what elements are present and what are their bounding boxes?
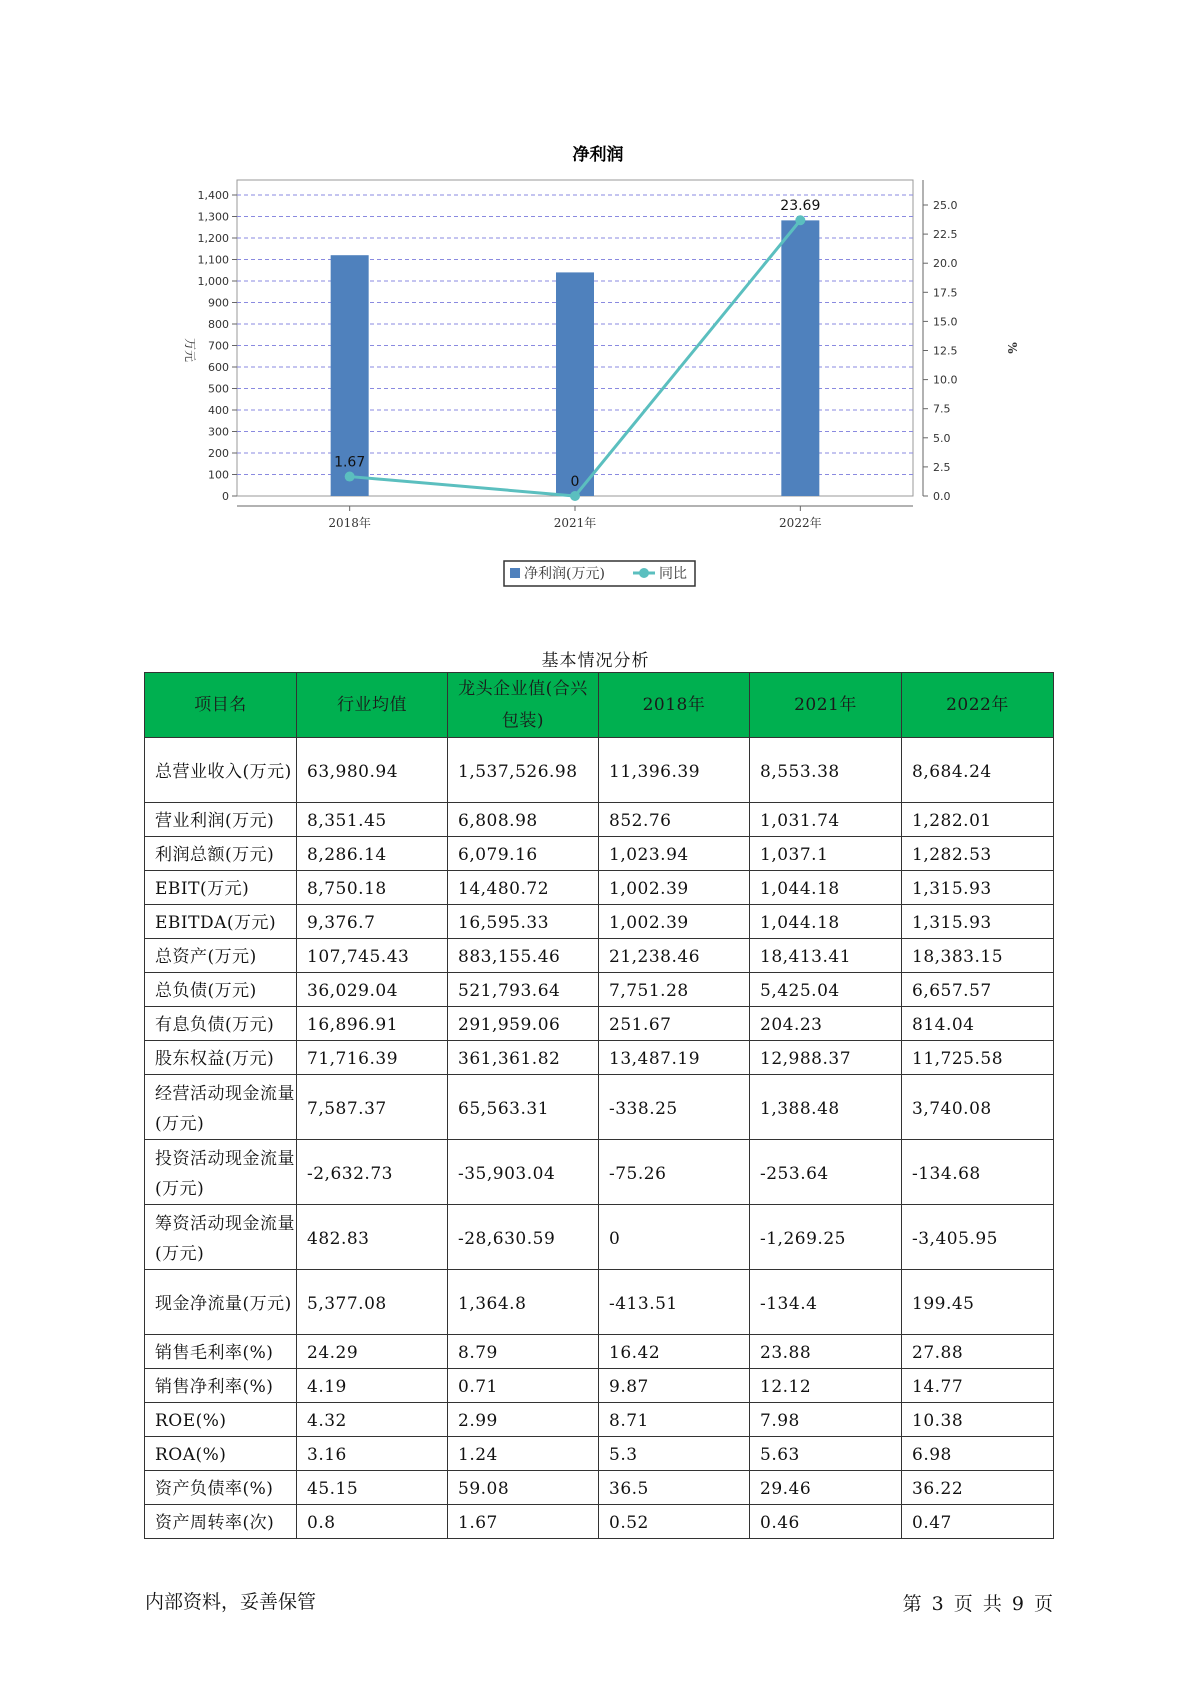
row-label-cell: 利润总额(万元) — [145, 837, 297, 871]
header-leader-value: 龙头企业值(合兴包装) — [448, 673, 599, 738]
value-cell: 12.12 — [750, 1369, 902, 1403]
value-cell: 482.83 — [297, 1205, 448, 1270]
value-cell: 8.79 — [448, 1335, 599, 1369]
value-cell: 1,315.93 — [902, 905, 1054, 939]
y2-tick-label: 10.0 — [933, 373, 958, 387]
y2-tick-label: 17.5 — [933, 286, 958, 300]
value-cell: 1,282.01 — [902, 803, 1054, 837]
yoy-data-label: 23.69 — [780, 198, 821, 215]
table-row — [145, 1140, 1054, 1205]
value-cell: 24.29 — [297, 1335, 448, 1369]
y-tick-label: 600 — [208, 361, 229, 374]
row-label-cell: 现金净流量(万元) — [145, 1270, 297, 1335]
table-row — [145, 905, 1054, 939]
value-cell: 36.5 — [599, 1471, 750, 1505]
bar-2021年 — [556, 272, 594, 496]
value-cell: 16,595.33 — [448, 905, 599, 939]
value-cell: 7,587.37 — [297, 1075, 448, 1140]
y-tick-label: 100 — [208, 468, 229, 482]
value-cell: 27.88 — [902, 1335, 1054, 1369]
y-tick-label: 200 — [208, 447, 229, 460]
value-cell: 16,896.91 — [297, 1007, 448, 1041]
legend-line-label: 同比 — [659, 566, 687, 582]
yoy-point — [345, 472, 355, 482]
value-cell: -134.68 — [902, 1140, 1054, 1205]
value-cell: 29.46 — [750, 1471, 902, 1505]
table-row — [145, 1505, 1054, 1539]
y-tick-label: 800 — [208, 318, 229, 331]
value-cell: 0 — [599, 1205, 750, 1270]
y2-tick-label: 22.5 — [933, 228, 958, 242]
y2-tick-label: 25.0 — [933, 199, 958, 212]
value-cell: 14,480.72 — [448, 871, 599, 905]
value-cell: 291,959.06 — [448, 1007, 599, 1041]
value-cell: 36.22 — [902, 1471, 1054, 1505]
value-cell: 0.8 — [297, 1505, 448, 1539]
value-cell: 12,988.37 — [750, 1041, 902, 1075]
value-cell: 521,793.64 — [448, 973, 599, 1007]
value-cell: 10.38 — [902, 1403, 1054, 1437]
y2-tick-label: 0.0 — [933, 490, 951, 503]
table-row — [145, 1335, 1054, 1369]
value-cell: 14.77 — [902, 1369, 1054, 1403]
value-cell: 1,537,526.98 — [448, 738, 599, 803]
table-row — [145, 1041, 1054, 1075]
table-row — [145, 1437, 1054, 1471]
header-2018: 2018年 — [599, 673, 750, 738]
value-cell: -28,630.59 — [448, 1205, 599, 1270]
y2-tick-label: 20.0 — [933, 257, 958, 271]
footer-page-number: 第 3 页 共 9 页 — [902, 1593, 1053, 1615]
y-tick-label: 700 — [208, 339, 229, 353]
value-cell: 8.71 — [599, 1403, 750, 1437]
value-cell: 21,238.46 — [599, 939, 750, 973]
y2-tick-label: 15.0 — [933, 315, 958, 329]
value-cell: 45.15 — [297, 1471, 448, 1505]
net-profit-chart — [0, 0, 1191, 600]
value-cell: 814.04 — [902, 1007, 1054, 1041]
table-row — [145, 1403, 1054, 1437]
y2-tick-label: 2.5 — [933, 460, 951, 474]
value-cell: 361,361.82 — [448, 1041, 599, 1075]
value-cell: 1,002.39 — [599, 905, 750, 939]
table-row — [145, 1007, 1054, 1041]
table-row — [145, 738, 1054, 803]
value-cell: -3,405.95 — [902, 1205, 1054, 1270]
value-cell: -1,269.25 — [750, 1205, 902, 1270]
value-cell: 1,031.74 — [750, 803, 902, 837]
x-tick-label: 2018年 — [328, 516, 371, 530]
table-row — [145, 939, 1054, 973]
value-cell: -134.4 — [750, 1270, 902, 1335]
value-cell: 8,684.24 — [902, 738, 1054, 803]
table-row — [145, 1369, 1054, 1403]
value-cell: 5,377.08 — [297, 1270, 448, 1335]
table-row — [145, 1205, 1054, 1270]
row-label-cell: 销售净利率(%) — [145, 1369, 297, 1403]
value-cell: 59.08 — [448, 1471, 599, 1505]
x-tick-label: 2021年 — [553, 516, 597, 530]
value-cell: 9.87 — [599, 1369, 750, 1403]
value-cell: 11,725.58 — [902, 1041, 1054, 1075]
yoy-point — [795, 215, 805, 225]
value-cell: 3.16 — [297, 1437, 448, 1471]
y-tick-label: 1,200 — [197, 232, 229, 245]
table-row — [145, 871, 1054, 905]
value-cell: 8,351.45 — [297, 803, 448, 837]
value-cell: 0.71 — [448, 1369, 599, 1403]
value-cell: 852.76 — [599, 803, 750, 837]
value-cell: 1,037.1 — [750, 837, 902, 871]
value-cell: 8,286.14 — [297, 837, 448, 871]
value-cell: 1,044.18 — [750, 905, 902, 939]
value-cell: 883,155.46 — [448, 939, 599, 973]
value-cell: -338.25 — [599, 1075, 750, 1140]
table-title: 基本情况分析 — [541, 651, 650, 671]
value-cell: 71,716.39 — [297, 1041, 448, 1075]
value-cell: 8,750.18 — [297, 871, 448, 905]
y-tick-label: 400 — [208, 404, 229, 417]
value-cell: 1,315.93 — [902, 871, 1054, 905]
value-cell: 1,388.48 — [750, 1075, 902, 1140]
value-cell: 0.46 — [750, 1505, 902, 1539]
table-row — [145, 837, 1054, 871]
value-cell: -75.26 — [599, 1140, 750, 1205]
basic-analysis-table — [144, 672, 1054, 1539]
y-tick-label: 900 — [208, 296, 229, 310]
y-tick-label: 1,300 — [197, 210, 229, 224]
header-2021: 2021年 — [750, 673, 902, 738]
value-cell: 65,563.31 — [448, 1075, 599, 1140]
row-label-cell: 经营活动现金流量(万元) — [145, 1075, 297, 1140]
table-row — [145, 803, 1054, 837]
value-cell: 6,657.57 — [902, 973, 1054, 1007]
value-cell: 1.24 — [448, 1437, 599, 1471]
value-cell: 0.47 — [902, 1505, 1054, 1539]
row-label-cell: EBITDA(万元) — [145, 905, 297, 939]
value-cell: 204.23 — [750, 1007, 902, 1041]
value-cell: 4.32 — [297, 1403, 448, 1437]
legend-bar-swatch — [510, 568, 520, 578]
value-cell: 5.63 — [750, 1437, 902, 1471]
value-cell: -2,632.73 — [297, 1140, 448, 1205]
legend-line-marker — [639, 568, 649, 578]
row-label-cell: EBIT(万元) — [145, 871, 297, 905]
row-label-cell: 营业利润(万元) — [145, 803, 297, 837]
value-cell: 2.99 — [448, 1403, 599, 1437]
header-industry-avg: 行业均值 — [297, 673, 448, 738]
y-tick-label: 500 — [208, 382, 229, 396]
y-tick-label: 1,100 — [197, 253, 229, 267]
value-cell: 0.52 — [599, 1505, 750, 1539]
row-label-cell: 资产周转率(次) — [145, 1505, 297, 1539]
value-cell: 63,980.94 — [297, 738, 448, 803]
row-label-cell: ROA(%) — [145, 1437, 297, 1471]
value-cell: -413.51 — [599, 1270, 750, 1335]
row-label-cell: 筹资活动现金流量(万元) — [145, 1205, 297, 1270]
value-cell: 3,740.08 — [902, 1075, 1054, 1140]
y2-axis-title: % — [1005, 342, 1019, 354]
row-label-cell: 销售毛利率(%) — [145, 1335, 297, 1369]
y-tick-label: 300 — [208, 425, 229, 439]
value-cell: 1,044.18 — [750, 871, 902, 905]
legend-bar-label: 净利润(万元) — [524, 566, 605, 582]
value-cell: 5.3 — [599, 1437, 750, 1471]
row-label-cell: 投资活动现金流量(万元) — [145, 1140, 297, 1205]
yoy-point — [570, 491, 580, 501]
table-row — [145, 1471, 1054, 1505]
value-cell: 6,808.98 — [448, 803, 599, 837]
y-tick-label: 1,000 — [197, 275, 229, 288]
value-cell: 6,079.16 — [448, 837, 599, 871]
value-cell: 13,487.19 — [599, 1041, 750, 1075]
value-cell: 1.67 — [448, 1505, 599, 1539]
value-cell: 7.98 — [750, 1403, 902, 1437]
bar-2022年 — [781, 220, 819, 496]
chart-title: 净利润 — [572, 145, 624, 165]
value-cell: 16.42 — [599, 1335, 750, 1369]
value-cell: 4.19 — [297, 1369, 448, 1403]
value-cell: 1,023.94 — [599, 837, 750, 871]
header-item-name: 项目名 — [145, 673, 297, 738]
y2-tick-label: 5.0 — [933, 431, 951, 445]
value-cell: 107,745.43 — [297, 939, 448, 973]
row-label-cell: 股东权益(万元) — [145, 1041, 297, 1075]
value-cell: 11,396.39 — [599, 738, 750, 803]
header-2022: 2022年 — [902, 673, 1054, 738]
row-label-cell: 总负债(万元) — [145, 973, 297, 1007]
footer-confidential-note: 内部资料，妥善保管 — [145, 1591, 317, 1613]
row-label-cell: 总资产(万元) — [145, 939, 297, 973]
y-axis-title: 万元 — [183, 337, 197, 363]
table-row — [145, 1270, 1054, 1335]
value-cell: 7,751.28 — [599, 973, 750, 1007]
yoy-data-label: 0 — [570, 474, 580, 490]
value-cell: 5,425.04 — [750, 973, 902, 1007]
table-row — [145, 973, 1054, 1007]
value-cell: -253.64 — [750, 1140, 902, 1205]
y-tick-label: 0 — [222, 490, 229, 503]
row-label-cell: 总营业收入(万元) — [145, 738, 297, 803]
value-cell: 1,282.53 — [902, 837, 1054, 871]
table-row — [145, 1075, 1054, 1140]
row-label-cell: 资产负债率(%) — [145, 1471, 297, 1505]
y2-tick-label: 12.5 — [933, 344, 958, 358]
y-tick-label: 1,400 — [197, 189, 229, 202]
value-cell: 18,383.15 — [902, 939, 1054, 973]
value-cell: 18,413.41 — [750, 939, 902, 973]
value-cell: 9,376.7 — [297, 905, 448, 939]
row-label-cell: 有息负债(万元) — [145, 1007, 297, 1041]
y2-tick-label: 7.5 — [933, 402, 951, 416]
table-header-row — [145, 673, 1054, 738]
row-label-cell: ROE(%) — [145, 1403, 297, 1437]
value-cell: 23.88 — [750, 1335, 902, 1369]
value-cell: 1,364.8 — [448, 1270, 599, 1335]
value-cell: 36,029.04 — [297, 973, 448, 1007]
value-cell: 6.98 — [902, 1437, 1054, 1471]
value-cell: 251.67 — [599, 1007, 750, 1041]
x-tick-label: 2022年 — [779, 516, 822, 530]
value-cell: 8,553.38 — [750, 738, 902, 803]
yoy-data-label: 1.67 — [334, 454, 366, 471]
value-cell: 199.45 — [902, 1270, 1054, 1335]
value-cell: 1,002.39 — [599, 871, 750, 905]
value-cell: -35,903.04 — [448, 1140, 599, 1205]
